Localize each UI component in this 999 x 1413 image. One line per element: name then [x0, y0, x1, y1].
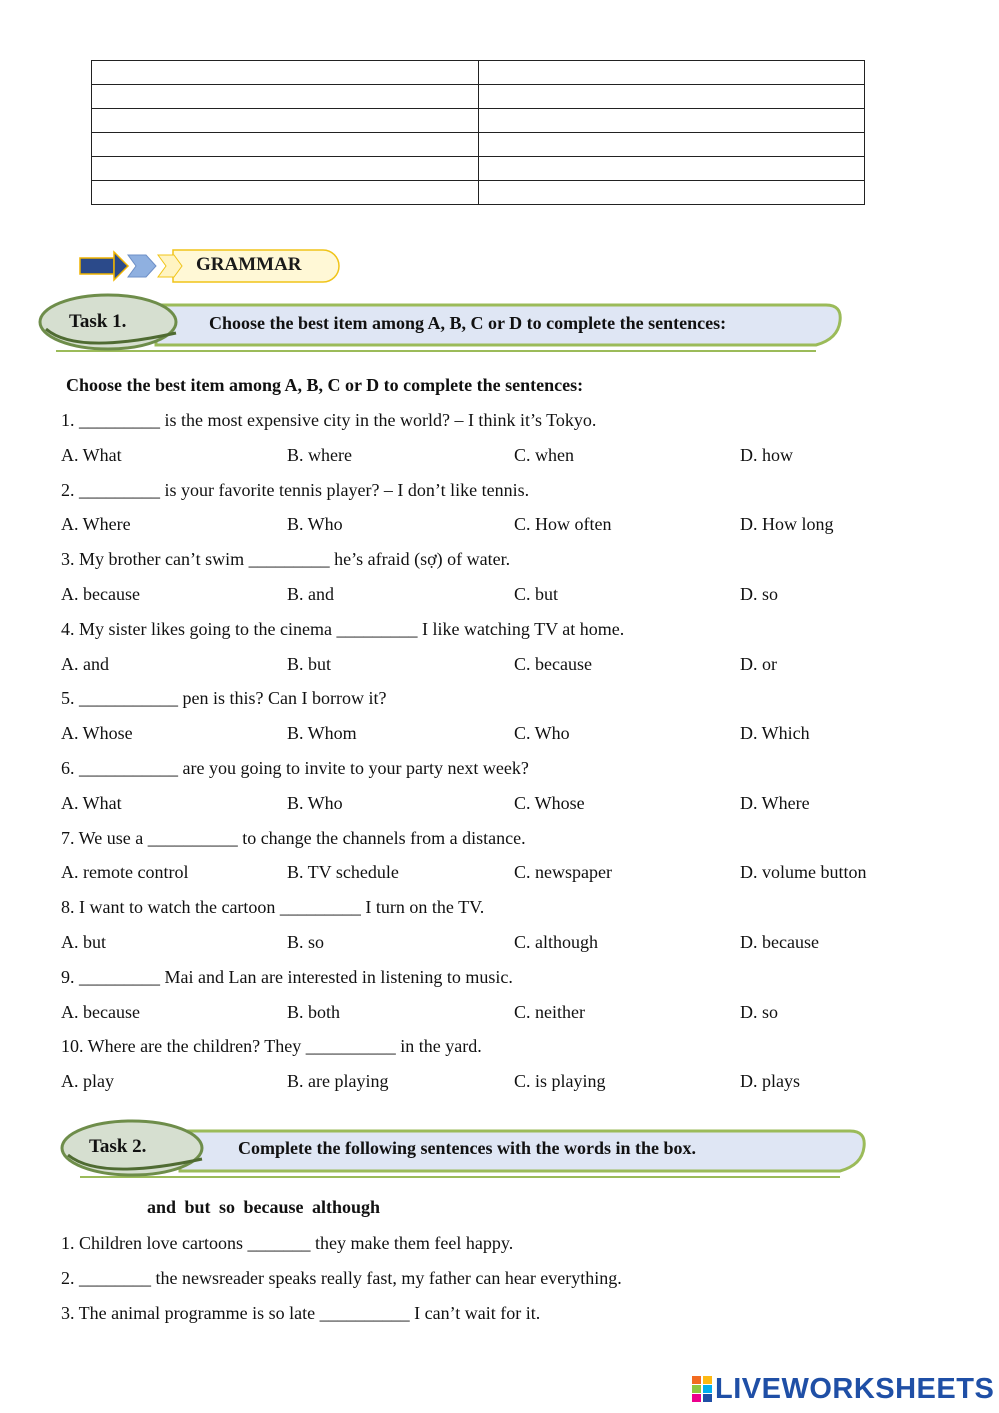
chevron-icon: [128, 255, 156, 277]
option-b[interactable]: B. Whom: [287, 723, 357, 744]
table-cell[interactable]: [92, 109, 479, 133]
question-item: [61, 1032, 941, 1102]
option-row: [61, 998, 941, 1033]
option-row: [61, 928, 941, 963]
question-item: [61, 545, 941, 615]
option-c[interactable]: C. newspaper: [514, 862, 612, 883]
option-a[interactable]: A. Whose: [61, 723, 133, 744]
option-d[interactable]: D. plays: [740, 1071, 800, 1092]
option-a[interactable]: A. Where: [61, 514, 131, 535]
task2-sentence: 2. ________ the newsreader speaks really fast, my father can hear everything.: [61, 1267, 622, 1288]
option-row: [61, 580, 941, 615]
table-cell[interactable]: [478, 181, 865, 205]
arrow-head-icon: [114, 252, 128, 280]
option-c[interactable]: C. because: [514, 653, 592, 674]
question-text: 2. _________ is your favorite tennis player? – I don’t like tennis.: [61, 479, 530, 500]
question-item: [61, 893, 941, 963]
table-cell[interactable]: [478, 109, 865, 133]
question-text: 5. ___________ pen is this? Can I borrow it?: [61, 688, 387, 709]
table-row: [92, 85, 865, 109]
option-b[interactable]: B. Who: [287, 792, 343, 813]
option-c[interactable]: C. when: [514, 444, 574, 465]
question-item: [61, 963, 941, 1033]
option-c[interactable]: C. but: [514, 583, 559, 604]
question-text: 6. ___________ are you going to invite to your party next week?: [61, 757, 529, 778]
option-b[interactable]: B. so: [287, 931, 325, 952]
table-row: [92, 109, 865, 133]
question-text: 1. _________ is the most expensive city in the world? – I think it’s Tokyo.: [61, 410, 597, 430]
question-item: [61, 476, 941, 546]
option-d[interactable]: D. Which: [740, 723, 810, 744]
table-row: [92, 157, 865, 181]
option-row: [61, 719, 941, 754]
option-c[interactable]: C. although: [514, 931, 598, 952]
option-c[interactable]: C. How often: [514, 514, 612, 535]
liveworksheets-brand: LIVEWORKSHEETS: [715, 1372, 995, 1405]
question-text: 4. My sister likes going to the cinema _________ I like watching TV at home.: [61, 618, 625, 639]
table-row: [92, 61, 865, 85]
option-d[interactable]: D. How long: [740, 514, 834, 535]
option-b[interactable]: B. where: [287, 444, 352, 465]
question-item: [61, 615, 941, 685]
question-item: [61, 406, 941, 476]
table-row: [92, 133, 865, 157]
option-a[interactable]: A. remote control: [61, 862, 189, 883]
task2-sentence: 3. The animal programme is so late __________ I can’t wait for it.: [61, 1302, 541, 1323]
option-c[interactable]: C. neither: [514, 1001, 585, 1022]
question-item: [61, 824, 941, 894]
option-b[interactable]: B. and: [287, 583, 334, 604]
option-d[interactable]: D. so: [740, 1001, 779, 1022]
grammar-heading: GRAMMAR: [196, 254, 302, 275]
arrow-shaft-icon: [80, 258, 114, 274]
table-cell[interactable]: [92, 157, 479, 181]
option-c[interactable]: C. Whose: [514, 792, 585, 813]
option-d[interactable]: D. so: [740, 583, 779, 604]
task1-question-list: [61, 406, 941, 1102]
table-cell[interactable]: [92, 85, 479, 109]
question-text: 3. My brother can’t swim _________ he’s afraid (sợ) of water.: [61, 549, 511, 570]
task2-banner-title: Complete the following sentences with the words in the box.: [238, 1138, 696, 1158]
question-text: 10. Where are the children? They __________ in the yard.: [61, 1036, 482, 1057]
option-row: [61, 441, 941, 476]
option-b[interactable]: B. TV schedule: [287, 862, 399, 883]
option-a[interactable]: A. because: [61, 583, 140, 604]
option-row: [61, 858, 941, 893]
option-row: [61, 789, 941, 824]
task1-tag: Task 1.: [69, 311, 127, 332]
option-a[interactable]: A. What: [61, 792, 122, 813]
option-d[interactable]: D. how: [740, 444, 793, 465]
option-a[interactable]: A. play: [61, 1071, 114, 1092]
option-row: [61, 650, 941, 685]
option-d[interactable]: D. or: [740, 653, 777, 674]
liveworksheets-logo-icon: [691, 1375, 713, 1403]
question-text: 9. _________ Mai and Lan are interested in listening to music.: [61, 966, 513, 987]
question-text: 7. We use a __________ to change the channels from a distance.: [61, 827, 526, 848]
option-c[interactable]: C. is playing: [514, 1071, 606, 1092]
table-cell[interactable]: [478, 85, 865, 109]
word-box: and but so because although: [147, 1197, 381, 1217]
option-b[interactable]: B. Who: [287, 514, 343, 535]
option-b[interactable]: B. both: [287, 1001, 341, 1022]
question-item: [61, 684, 941, 754]
table-row: [92, 181, 865, 205]
task2-tag: Task 2.: [89, 1136, 147, 1157]
table-cell[interactable]: [92, 181, 479, 205]
option-b[interactable]: B. but: [287, 653, 332, 674]
option-row: [61, 1067, 941, 1102]
empty-answer-table: [91, 60, 865, 205]
option-row: [61, 510, 941, 545]
question-text: 8. I want to watch the cartoon _________ I turn on the TV.: [61, 897, 485, 918]
option-b[interactable]: B. are playing: [287, 1071, 389, 1092]
option-a[interactable]: A. What: [61, 444, 122, 465]
question-item: [61, 754, 941, 824]
option-d[interactable]: D. Where: [740, 792, 810, 813]
option-a[interactable]: A. and: [61, 653, 109, 674]
task1-instruction: Choose the best item among A, B, C or D to complete the sentences:: [66, 375, 584, 395]
option-a[interactable]: A. but: [61, 931, 106, 952]
task1-banner-title: Choose the best item among A, B, C or D to complete the sentences:: [209, 313, 727, 333]
liveworksheets-logo[interactable]: [691, 1372, 994, 1406]
option-a[interactable]: A. because: [61, 1001, 140, 1022]
task2-sentence: 1. Children love cartoons _______ they make them feel happy.: [61, 1233, 514, 1253]
option-c[interactable]: C. Who: [514, 723, 570, 744]
table-cell[interactable]: [92, 61, 479, 85]
table-cell[interactable]: [478, 61, 865, 85]
option-d[interactable]: D. volume button: [740, 862, 867, 883]
table-cell[interactable]: [92, 133, 479, 157]
table-cell[interactable]: [478, 133, 865, 157]
task2-sentence-list: [61, 1229, 941, 1333]
table-cell[interactable]: [478, 157, 865, 181]
option-d[interactable]: D. because: [740, 931, 819, 952]
